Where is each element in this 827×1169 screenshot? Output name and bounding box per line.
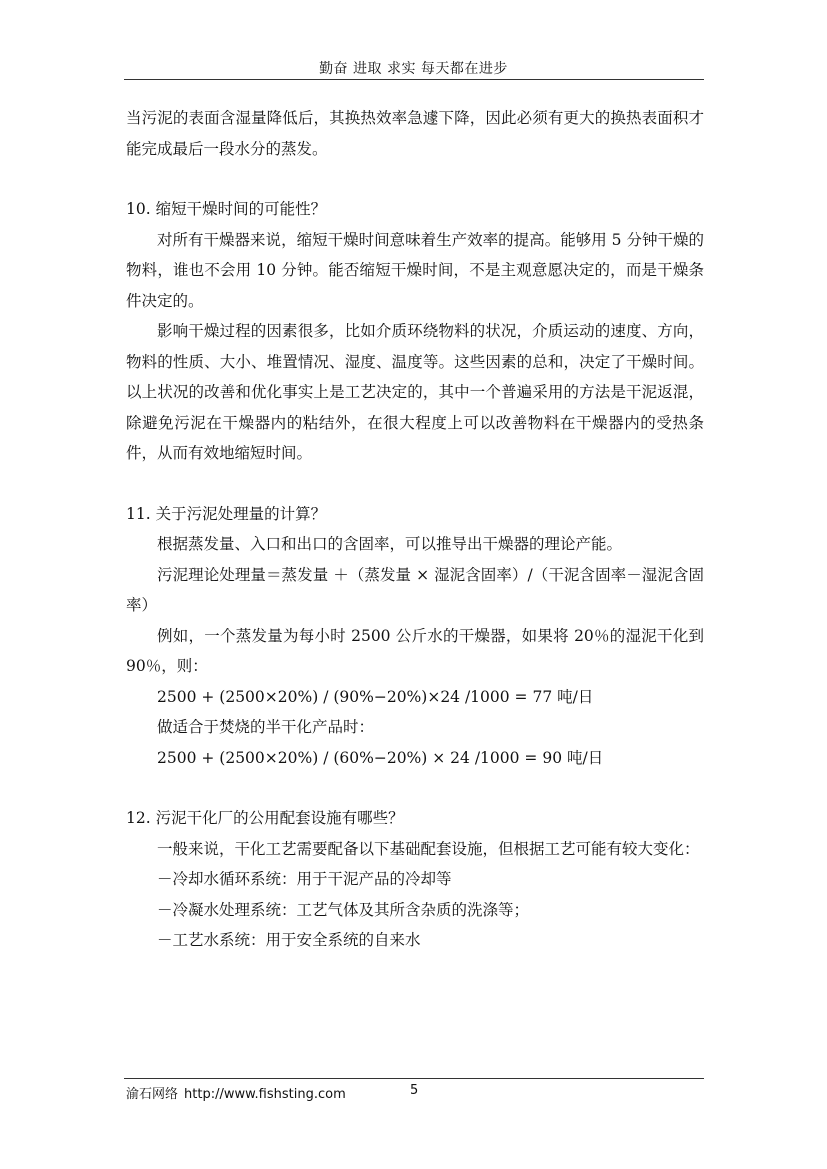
paragraph: 当污泥的表面含湿量降低后，其换热效率急遽下降，因此必须有更大的换热表面积才能完成最后一段水分的蒸发。	[126, 109, 704, 158]
page-header-slogan: 勤奋 进取 求实 每天都在进步	[319, 61, 508, 77]
paragraph: 影响干燥过程的因素很多，比如介质环绕物料的状况，介质运动的速度、方向，物料的性质、大小、堆置情况、湿度、温度等。这些因素的总和，决定了干燥时间。以上状况的改善和优化事实上是工艺决定的，其中一个普遍采用的方法是干泥返混，除避免污泥在干燥器内的粘结外，在很大程度上可以改善物料在干燥器内的受热条件，从而有效地缩短时间。	[126, 322, 704, 462]
list-item: －冷凝水处理系统：工艺气体及其所含杂质的洗涤等；	[157, 900, 530, 919]
paragraph: 做适合于焚烧的半干化产品时：	[157, 718, 375, 736]
question-heading-10: 10. 缩短干燥时间的可能性？	[126, 200, 327, 218]
formula-definition: 污泥理论处理量＝蒸发量 ＋（蒸发量 × 湿泥含固率）/（干泥含固率－湿泥含固率）	[126, 565, 704, 614]
list-item: －冷却水循环系统：用于干泥产品的冷却等	[157, 870, 452, 888]
formula-line: 2500 + (2500×20%) / (60%−20%) × 24 /1000 = 90 吨/日	[157, 748, 604, 767]
footer-url[interactable]: http://www.fishsting.com	[184, 1087, 346, 1102]
page-number: 5	[410, 1083, 419, 1098]
paragraph: 根据蒸发量、入口和出口的含固率，可以推导出干燥器的理论产能。	[157, 535, 623, 553]
footer-divider	[124, 1078, 704, 1079]
list-item: －工艺水系统：用于安全系统的自来水	[157, 931, 421, 949]
paragraph: 例如，一个蒸发量为每小时 2500 公斤水的干燥器，如果将 20％的湿泥干化到 90％，则：	[126, 626, 704, 675]
formula-line: 2500 + (2500×20%) / (90%−20%)×24 /1000 = 77 吨/日	[157, 687, 594, 706]
spacer	[126, 164, 704, 194]
question-heading-12: 12. 污泥干化厂的公用配套设施有哪些？	[126, 809, 404, 827]
document-body	[126, 103, 704, 956]
footer-company: 渝石网络	[126, 1087, 179, 1102]
question-heading-11: 11. 关于污泥处理量的计算？	[126, 504, 327, 523]
spacer	[126, 773, 704, 803]
paragraph: 一般来说，干化工艺需要配备以下基础配套设施，但根据工艺可能有较大变化：	[157, 839, 700, 858]
footer-source	[126, 1083, 346, 1102]
header-divider	[124, 79, 704, 80]
spacer	[126, 469, 704, 499]
paragraph: 对所有干燥器来说，缩短干燥时间意味着生产效率的提高。能够用 5 分钟干燥的物料，谁也不会用 10 分钟。能否缩短干燥时间，不是主观意愿决定的，而是干燥条件决定的。	[126, 230, 704, 310]
